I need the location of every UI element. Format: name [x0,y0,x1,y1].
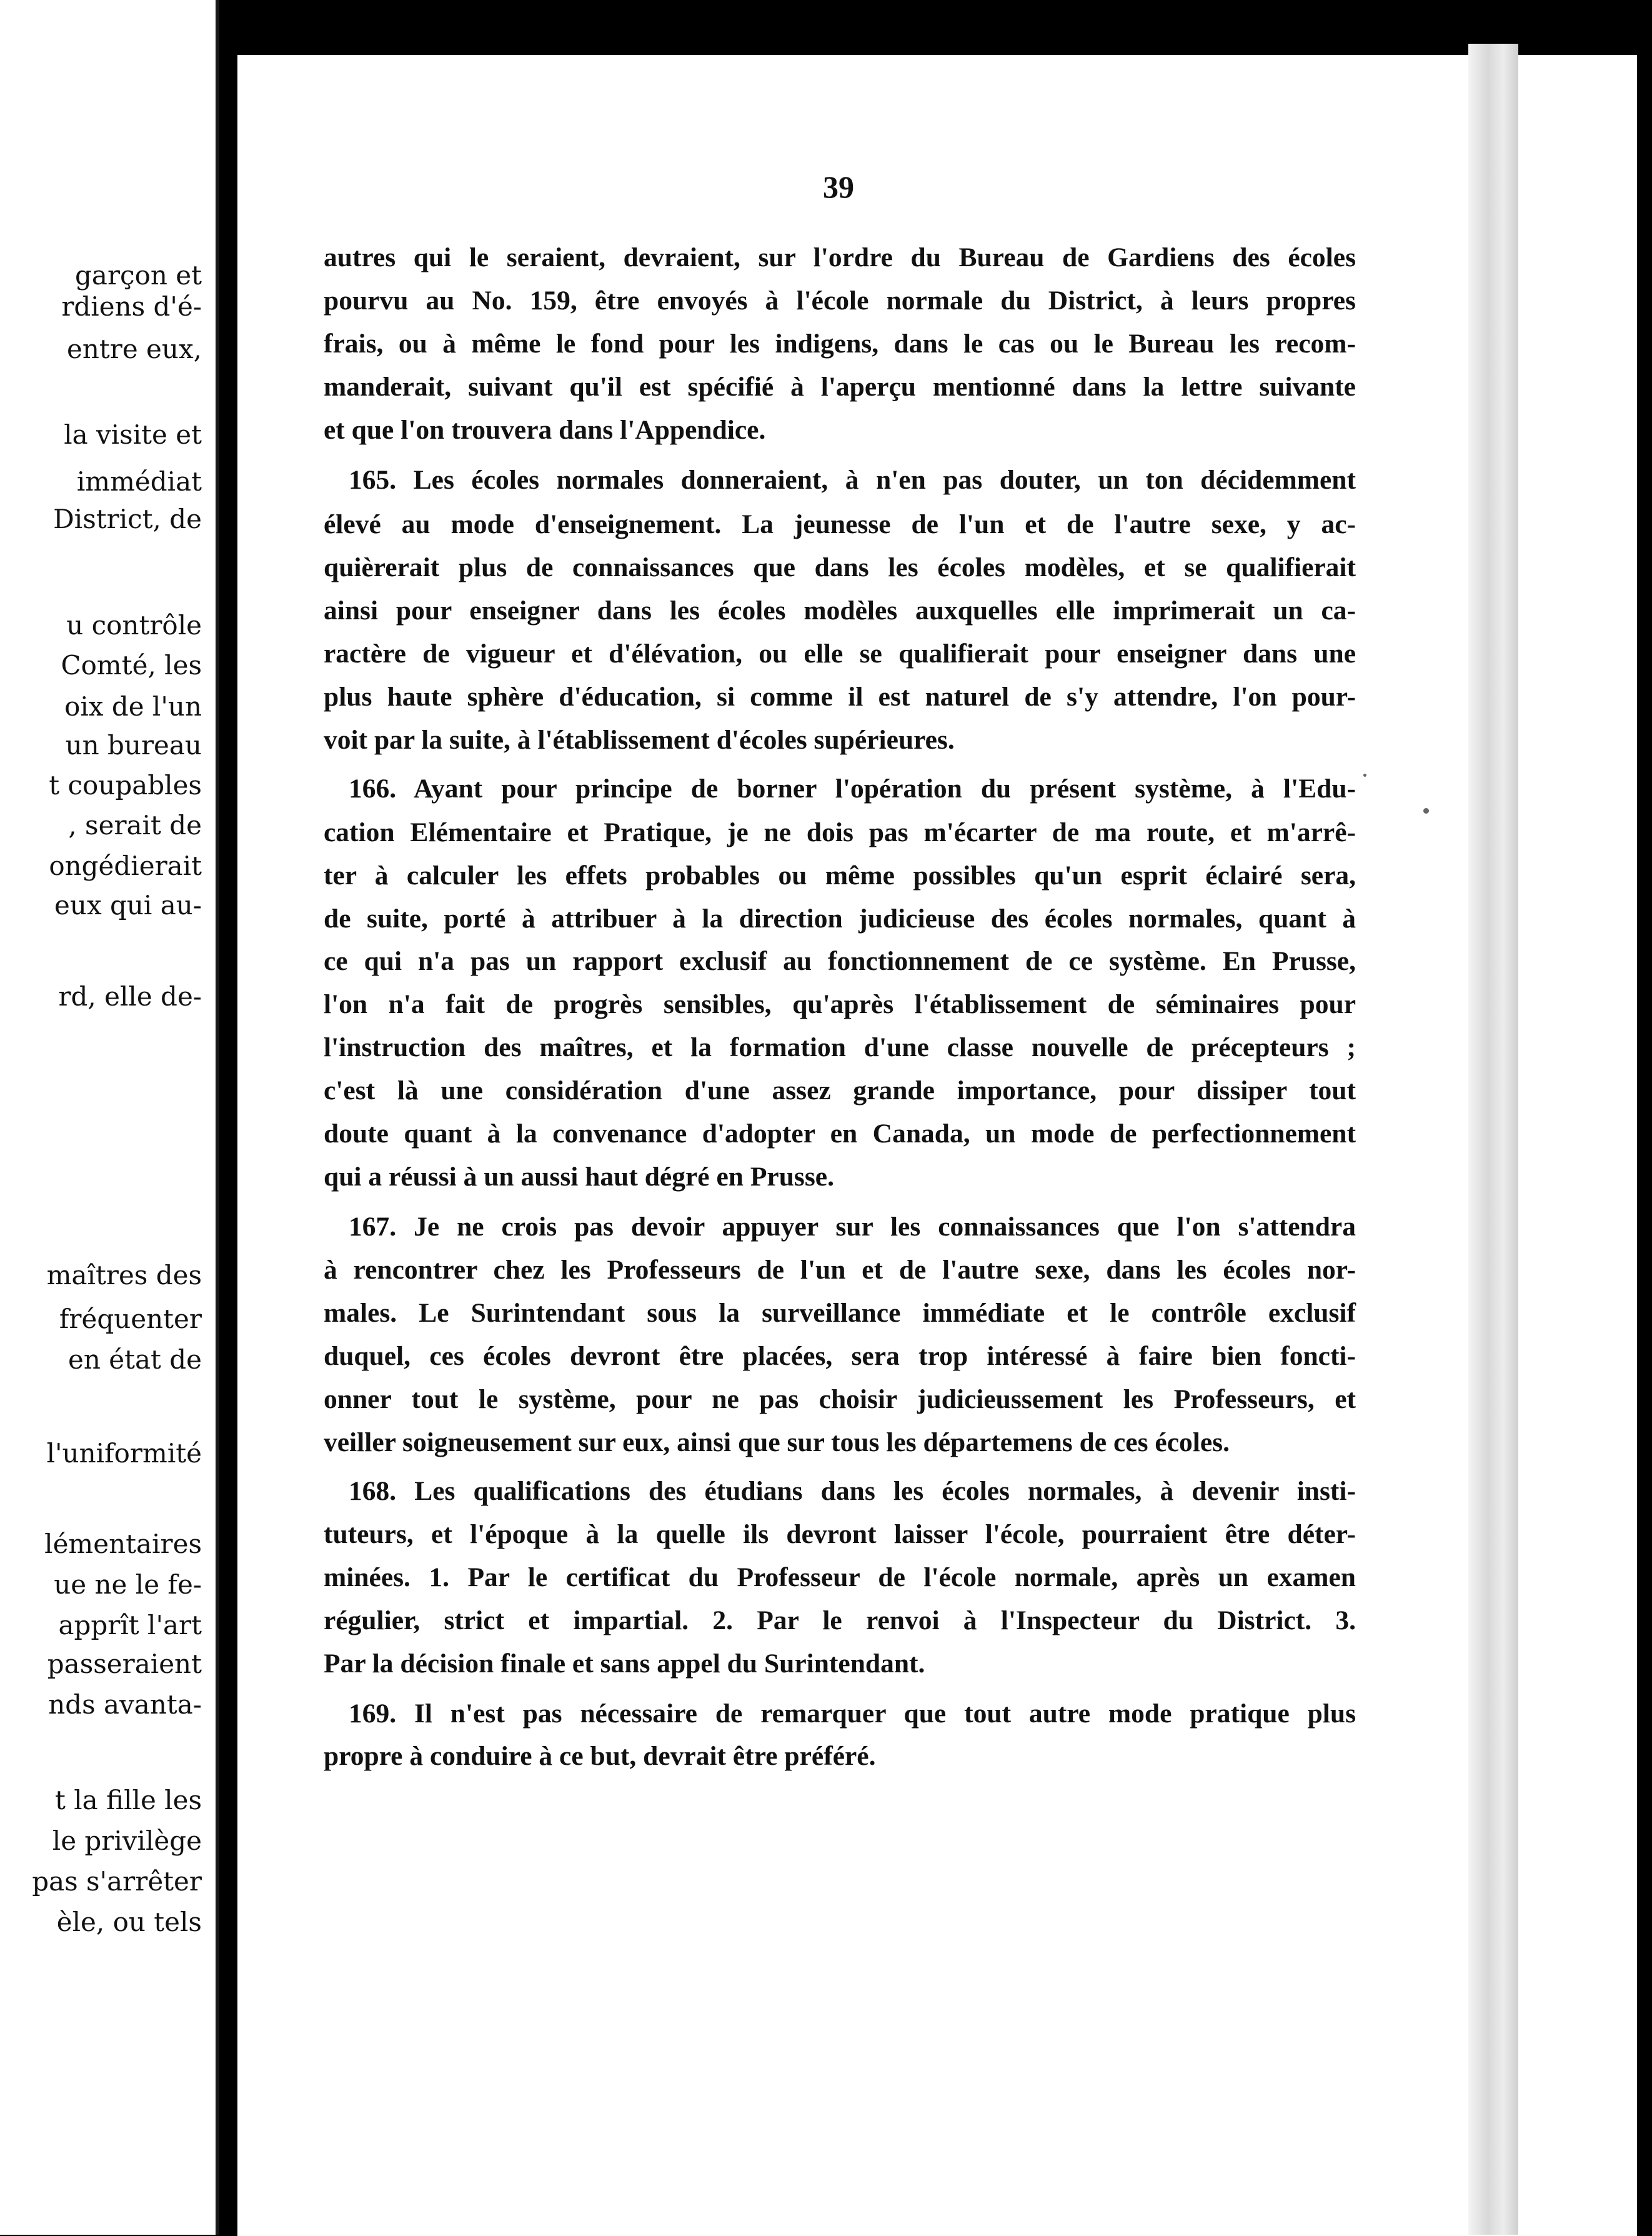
paragraph-first-line: 165. Les écoles normales donneraient, à n'en pas douter, un ton décidemment [349,465,1356,495]
text-line: ter à calculer les effets probables ou même possibles qu'un esprit éclairé sera, [324,861,1356,891]
paragraph-first-line: 166. Ayant pour principe de borner l'opération du présent système, à l'Edu- [349,774,1356,804]
left-page-text-line: un bureau [65,730,202,761]
left-page-text-line: le privilège [52,1825,202,1856]
left-page-text-line: èle, ou tels [56,1907,202,1937]
facing-page-fragment [0,0,219,2235]
text-line: veiller soigneusement sur eux, ainsi que sur tous les départemens de ces écoles. [324,1427,1230,1457]
left-page-text-line: la visite et [64,419,202,450]
left-page-text-line: maîtres des [46,1260,202,1290]
left-page-text-line: rd, elle de- [58,981,202,1012]
left-page-text-line: immédiat [76,466,202,497]
text-line: plus haute sphère d'éducation, si comme il est naturel de s'y attendre, l'on pour- [324,682,1356,712]
left-page-text-line: Comté, les [61,650,202,681]
text-line: onner tout le système, pour ne pas choisir judicieussement les Professeurs, et [324,1384,1356,1414]
paragraph-first-line: 169. Il n'est pas nécessaire de remarquer que tout autre mode pratique plus [349,1699,1356,1729]
text-line: autres qui le seraient, devraient, sur l'ordre du Bureau de Gardiens des écoles [324,242,1356,272]
text-line: frais, ou à même le fond pour les indigens, dans le cas ou le Bureau les recom- [324,329,1356,359]
left-page-text-line: nds avanta- [48,1689,202,1720]
left-page-text-line: u contrôle [66,610,202,641]
text-line: élevé au mode d'enseignement. La jeunesse de l'un et de l'autre sexe, y ac- [324,509,1356,539]
text-line: voit par la suite, à l'établissement d'écoles supérieures. [324,725,955,755]
page-edge [1468,44,1518,2235]
text-line: ractère de vigueur et d'élévation, ou elle se qualifierait pour enseigner dans une [324,639,1356,669]
left-page-text-line: eux qui au- [54,890,202,921]
text-line: l'on n'a fait de progrès sensibles, qu'après l'établissement de séminaires pour [324,989,1356,1019]
text-line: duquel, ces écoles devront être placées, sera trop intéressé à faire bien foncti- [324,1341,1356,1371]
page-number: 39 [823,169,854,204]
text-line: pourvu au No. 159, être envoyés à l'école normale du District, à leurs propres [324,286,1356,316]
left-page-text-line: garçon et [75,260,202,291]
text-line: propre à conduire à ce but, devrait être préféré. [324,1741,876,1771]
left-page-text-line: l'uniformité [46,1438,202,1469]
left-page-text-line: fréquenter [59,1304,202,1334]
left-page-text-line: District, de [53,504,202,534]
left-page-text-line: entre eux, [66,334,202,364]
text-line: et que l'on trouvera dans l'Appendice. [324,415,766,445]
left-page-text-line: t la fille les [55,1785,202,1815]
text-line: ainsi pour enseigner dans les écoles modèles auxquelles elle imprimerait un ca- [324,596,1356,626]
text-line: cation Elémentaire et Pratique, je ne dois pas m'écarter de ma route, et m'arrê- [324,817,1356,847]
text-line: tuteurs, et l'époque à la quelle ils devront laisser l'école, pourraient être déter- [324,1519,1356,1549]
left-page-text-line: passeraient [47,1649,202,1679]
paragraph-first-line: 168. Les qualifications des étudians dans les écoles normales, à devenir insti- [349,1476,1356,1506]
text-line: qui a réussi à un aussi haut dégré en Prusse. [324,1162,834,1192]
text-line: c'est là une considération d'une assez grande importance, pour dissiper tout [324,1076,1356,1106]
left-page-text-line: pas s'arrêter [32,1866,202,1897]
text-line: males. Le Surintendant sous la surveillance immédiate et le contrôle exclusif [324,1298,1356,1328]
paragraph-first-line: 167. Je ne crois pas devoir appuyer sur les connaissances que l'on s'attendra [349,1212,1356,1242]
left-page-text-line: ue ne le fe- [54,1569,202,1600]
text-line: manderait, suivant qu'il est spécifié à l'aperçu mentionné dans la lettre suivante [324,372,1356,402]
text-line: Par la décision finale et sans appel du Surintendant. [324,1649,925,1679]
text-line: de suite, porté à attribuer à la direction judicieuse des écoles normales, quant à [324,904,1356,934]
left-page-text-line: apprît l'art [58,1610,202,1640]
left-page-text-line: , serait de [68,810,202,841]
left-page-text-line: lémentaires [44,1529,202,1559]
ink-speck [1363,774,1366,777]
left-page-text-line: en état de [68,1344,202,1375]
left-page-text-line: rdiens d'é- [61,291,202,322]
left-page-text-line: t coupables [49,770,202,801]
left-page-text-line: ongédierait [49,851,202,881]
left-page-text-line: oix de l'un [64,691,202,722]
ink-speck [1423,808,1429,814]
text-line: l'instruction des maîtres, et la formation d'une classe nouvelle de précepteurs ; [324,1032,1356,1062]
text-line: régulier, strict et impartial. 2. Par le renvoi à l'Inspecteur du District. 3. [324,1605,1356,1635]
text-line: minées. 1. Par le certificat du Professeur de l'école normale, après un examen [324,1562,1356,1592]
text-line: doute quant à la convenance d'adopter en Canada, un mode de perfectionnement [324,1119,1356,1149]
text-line: ce qui n'a pas un rapport exclusif au fonctionnement de ce système. En Prusse, [324,946,1356,976]
text-line: quièrerait plus de connaissances que dans les écoles modèles, et se qualifierait [324,552,1356,582]
text-line: à rencontrer chez les Professeurs de l'un et de l'autre sexe, dans les écoles nor- [324,1255,1356,1285]
